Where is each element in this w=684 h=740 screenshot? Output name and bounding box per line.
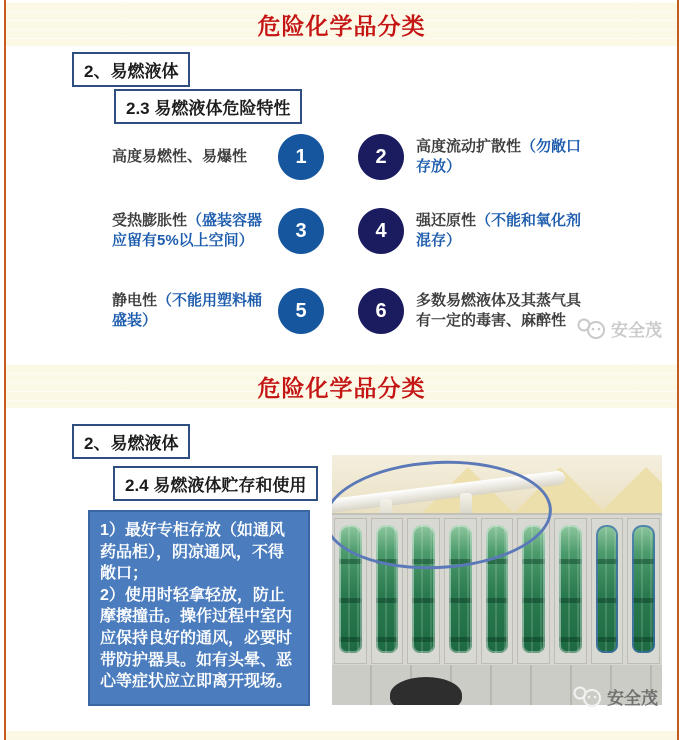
section2-title-band: [6, 364, 677, 408]
section1-heading-level1: 2、易燃液体: [72, 52, 190, 87]
brand-name: 安全茂: [607, 689, 658, 708]
section1-title-band: [6, 2, 677, 46]
brand-name: 安全茂: [611, 321, 662, 340]
section1-title: 危险化学品分类: [257, 12, 426, 39]
storage-note-2: 2）使用时轻拿轻放，防止摩擦撞击。操作过程中室内应保持良好的通风，必要时带防护器具。如有头晕、恶心等症状应立即离开现场。: [100, 586, 293, 691]
feature-number-badge-4: 4: [358, 208, 404, 254]
feature-3-note: （盛装容器应留有5%以上空间）: [112, 211, 263, 249]
brand-watermark-bottom: [572, 684, 658, 709]
cabinet-glass-window: [632, 525, 655, 653]
cabinet-door: [627, 518, 660, 664]
section2-heading-level1: 2、易燃液体: [72, 424, 190, 459]
feature-number-badge-6: 6: [358, 288, 404, 334]
feature-1-label: [112, 147, 266, 167]
cabinet-door: [554, 518, 587, 664]
cabinet-door: [591, 518, 624, 664]
feature-3-text: 受热膨胀性: [112, 211, 188, 229]
hazard-feature-grid: [112, 133, 591, 339]
feature-2-note: （勿敞口存放）: [416, 137, 582, 175]
feature-6-label: [416, 291, 591, 332]
feature-1-text: 高度易燃性、易爆性: [112, 147, 248, 165]
feature-5-label: [112, 291, 266, 332]
storage-instructions-box: [88, 510, 310, 706]
feature-3-label: [112, 211, 266, 252]
feature-5-text: 静电性: [112, 291, 158, 309]
feature-2-text: 高度流动扩散性: [416, 137, 522, 155]
feature-row-2: [112, 203, 591, 259]
feature-4-text: 强还原性: [416, 211, 477, 229]
brand-watermark-top: [576, 316, 662, 341]
feature-2-label: [416, 137, 591, 178]
section2-heading-level2: 2.4 易燃液体贮存和使用: [113, 466, 318, 501]
cabinet-glass-window: [559, 525, 582, 653]
feature-4-label: [416, 211, 591, 252]
chemical-cabinet-photo: [332, 455, 662, 705]
feature-6-text: 多数易燃液体及其蒸气具有一定的毒害、麻醉性: [416, 291, 582, 329]
page-border-right: [677, 0, 679, 740]
feature-4-note: （不能和氧化剂混存）: [416, 211, 582, 249]
feature-number-badge-2: 2: [358, 134, 404, 180]
storage-note-1: 1）最好专柜存放（如通风药品柜），阴凉通风，不得敞口；: [100, 522, 285, 583]
feature-number-badge-3: 3: [278, 208, 324, 254]
feature-row-1: [112, 133, 591, 181]
chat-bubbles-icon: [572, 685, 602, 709]
feature-number-badge-5: 5: [278, 288, 324, 334]
bottom-cream-strip: [6, 731, 677, 740]
section1-heading-level2: 2.3 易燃液体危险特性: [114, 89, 302, 124]
section2-title: 危险化学品分类: [257, 374, 426, 401]
feature-row-3: [112, 283, 591, 339]
feature-number-badge-1: 1: [278, 134, 324, 180]
chair-silhouette: [390, 677, 462, 705]
feature-5-note: （不能用塑料桶盛装）: [112, 291, 263, 329]
chat-bubbles-icon: [576, 317, 606, 341]
cabinet-glass-window: [596, 525, 619, 653]
